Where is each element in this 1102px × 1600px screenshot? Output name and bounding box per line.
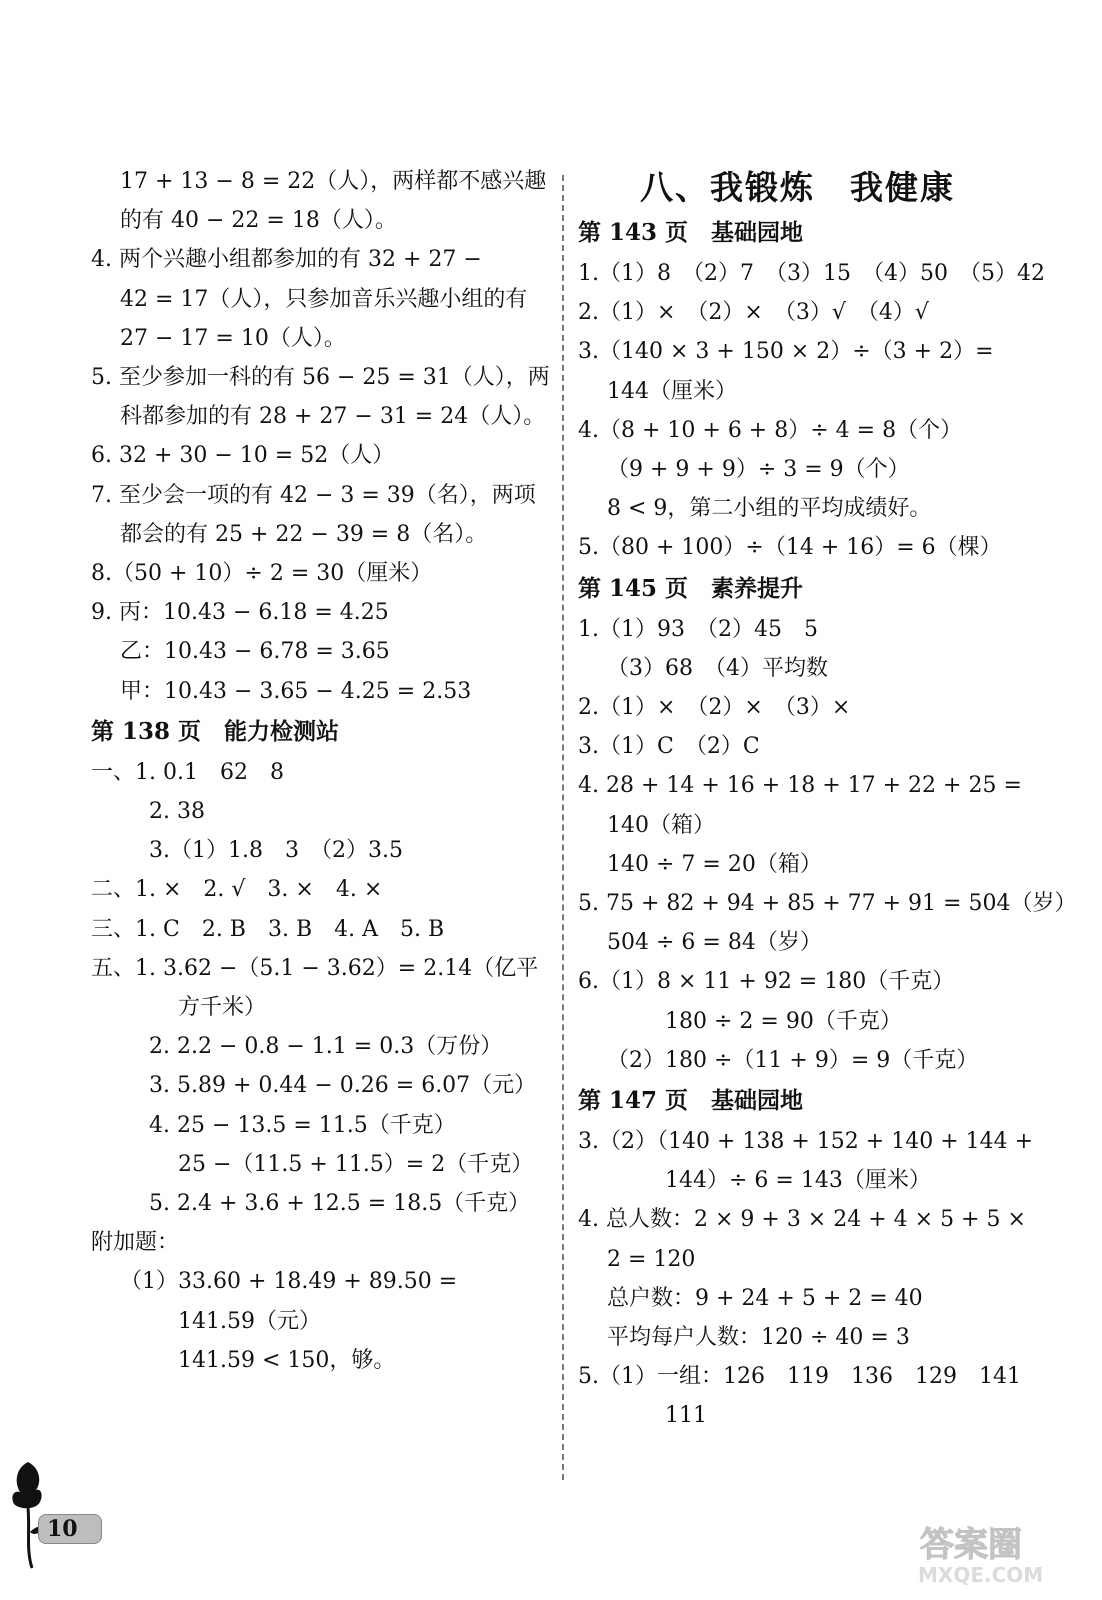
watermark-url: MXQE.COM (918, 1563, 1044, 1587)
answer-line: （9 + 9 + 9）÷ 3 = 9（个） (607, 457, 910, 482)
answer-line: 五、1. 3.62 −（5.1 − 3.62）= 2.14（亿平 (91, 955, 539, 981)
answer-line: 1.（1）8 （2）7 （3）15 （4）50 （5）42 (578, 261, 1045, 286)
answer-line: 8.（50 + 10）÷ 2 = 30（厘米） (91, 561, 433, 586)
answer-line: 8 < 9，第二小组的平均成绩好。 (607, 496, 932, 522)
answer-line: 4. 25 − 13.5 = 11.5（千克） (149, 1112, 456, 1138)
column-divider (562, 175, 564, 1480)
answer-line: 5.（1）一组：126 119 136 129 141 (578, 1364, 1021, 1390)
answer-line: 144（厘米） (607, 378, 737, 404)
answer-line: 180 ÷ 2 = 90（千克） (665, 1008, 902, 1034)
answer-line: 3.（2）（140 + 138 + 152 + 140 + 144 + (578, 1129, 1034, 1154)
answer-line: （2）180 ÷（11 + 9）= 9（千克） (607, 1047, 979, 1073)
answer-line: 总户数：9 + 24 + 5 + 2 = 40 (607, 1285, 923, 1311)
watermark-logo (900, 1518, 1090, 1588)
answer-line: 2. 38 (149, 799, 205, 824)
page-number-badge (38, 1514, 102, 1544)
answer-line: 1.（1）93 （2）45 5 (578, 616, 818, 642)
answer-line: 504 ÷ 6 = 84（岁） (607, 930, 822, 956)
answer-line: 140 ÷ 7 = 20（箱） (607, 851, 822, 877)
answer-line: 144）÷ 6 = 143（厘米） (665, 1168, 931, 1194)
answer-line: 6.（1）8 × 11 + 92 = 180（千克） (578, 969, 955, 995)
section-heading: 第 147 页 基础园地 (578, 1087, 804, 1114)
answer-line: 111 (665, 1403, 707, 1429)
answer-line: 3.（1）1.8 3 （2）3.5 (149, 838, 403, 864)
page-number: 10 (47, 1516, 78, 1542)
answer-line: 乙：10.43 − 6.78 = 3.65 (120, 639, 390, 665)
answer-line: 3.（140 × 3 + 150 × 2）÷（3 + 2）= (578, 339, 994, 365)
answer-line: （1）33.60 + 18.49 + 89.50 = (120, 1269, 458, 1295)
answer-line: 3. 5.89 + 0.44 − 0.26 = 6.07（元） (149, 1073, 537, 1099)
answer-line: 42 = 17（人），只参加音乐兴趣小组的有 (120, 286, 528, 312)
answer-line: 3.（1）C （2）C (578, 734, 760, 760)
answer-line: 附加题： (91, 1230, 180, 1256)
answer-line: 甲：10.43 − 3.65 − 4.25 = 2.53 (120, 678, 472, 704)
answer-line: 141.59（元） (178, 1308, 321, 1334)
answer-line: 6. 32 + 30 − 10 = 52（人） (91, 443, 395, 469)
answer-line: 141.59 < 150，够。 (178, 1347, 396, 1373)
answer-line: 5. 75 + 82 + 94 + 85 + 77 + 91 = 504（岁） (578, 891, 1077, 916)
answer-line: 二、1. × 2. √ 3. × 4. × (91, 877, 383, 903)
section-heading: 第 138 页 能力检测站 (91, 717, 340, 745)
answer-line: 5. 至少参加一科的有 56 − 25 = 31（人），两 (91, 365, 550, 390)
answer-line: 2. 2.2 − 0.8 − 1.1 = 0.3（万份） (149, 1034, 503, 1060)
section-heading: 第 143 页 基础园地 (578, 219, 804, 246)
answer-line: 2 = 120 (607, 1246, 696, 1272)
answer-line: 2.（1）× （2）× （3）× (578, 695, 851, 720)
answer-line: 一、1. 0.1 62 8 (91, 759, 284, 785)
chapter-title: 八、我锻炼 我健康 (640, 168, 955, 207)
section-heading: 第 145 页 素养提升 (578, 574, 804, 602)
answer-line: 三、1. C 2. B 3. B 4. A 5. B (91, 916, 445, 942)
answer-line: 7. 至少会一项的有 42 − 3 = 39（名），两项 (91, 482, 536, 508)
answer-line: 都会的有 25 + 22 − 39 = 8（名）。 (120, 521, 488, 547)
answer-line: 4. 28 + 14 + 16 + 18 + 17 + 22 + 25 = (578, 773, 1022, 799)
answer-line: 平均每户人数：120 ÷ 40 = 3 (607, 1325, 910, 1350)
answer-line: 2.（1）× （2）× （3）√ （4）√ (578, 300, 929, 326)
answer-line: 27 − 17 = 10（人）。 (120, 325, 346, 351)
answer-line: 4. 总人数：2 × 9 + 3 × 24 + 4 × 5 + 5 × (578, 1207, 1026, 1233)
answer-line: 140（箱） (607, 812, 715, 838)
answer-line: 9. 丙：10.43 − 6.18 = 4.25 (91, 600, 389, 626)
answer-line: 4. 两个兴趣小组都参加的有 32 + 27 − (91, 247, 482, 273)
answer-line: （3）68 （4）平均数 (607, 655, 828, 681)
answer-line: 方千米） (178, 995, 267, 1020)
answer-line: 的有 40 − 22 = 18（人）。 (120, 208, 397, 234)
answer-line: 17 + 13 − 8 = 22（人），两样都不感兴趣 (120, 169, 547, 194)
answer-line: 5.（80 + 100）÷（14 + 16）= 6（棵） (578, 535, 1002, 561)
answer-line: 5. 2.4 + 3.6 + 12.5 = 18.5（千克） (149, 1191, 531, 1216)
answer-line: 科都参加的有 28 + 27 − 31 = 24（人）。 (120, 404, 546, 430)
answer-line: 4.（8 + 10 + 6 + 8）÷ 4 = 8（个） (578, 417, 963, 443)
watermark-text: 答案圈 (920, 1525, 1022, 1565)
answer-line: 25 −（11.5 + 11.5）= 2（千克） (178, 1151, 534, 1177)
